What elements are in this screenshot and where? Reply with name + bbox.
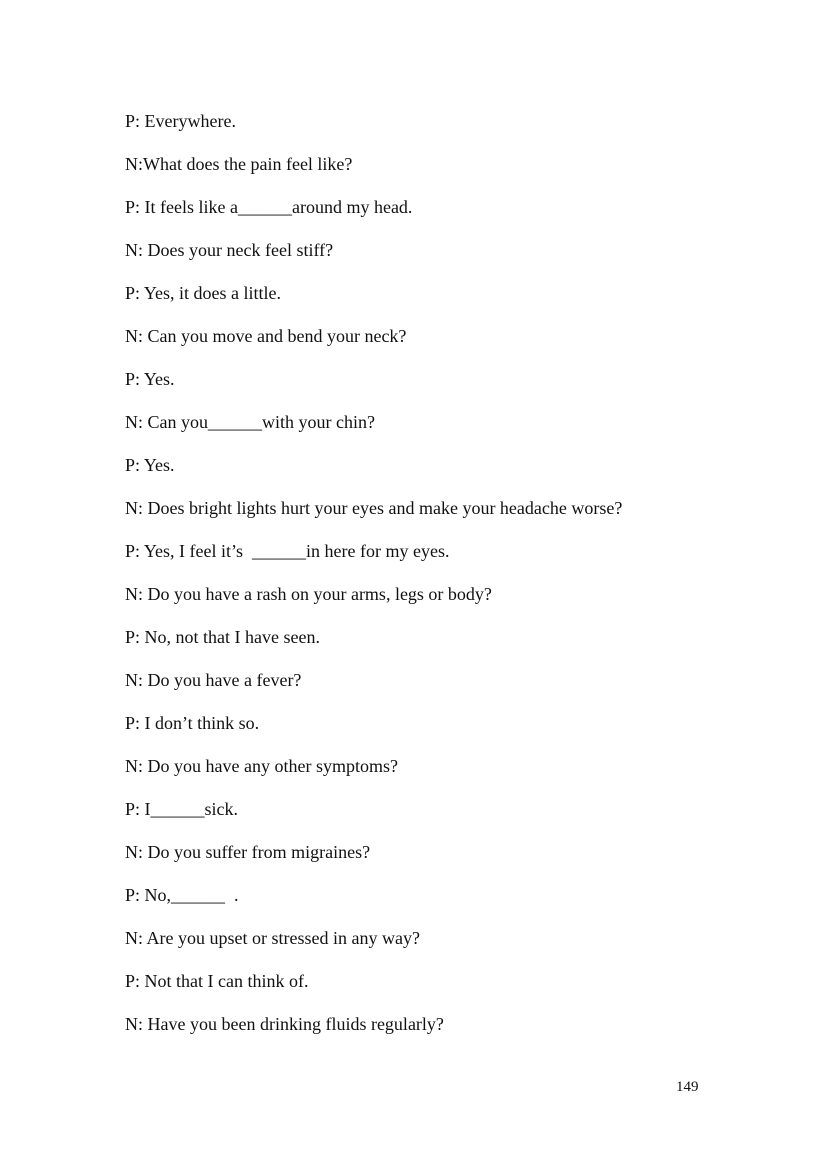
dialogue-line: N: Do you suffer from migraines? xyxy=(125,842,371,862)
dialogue-line: P: Yes, I feel it’s ______in here for my eyes. xyxy=(125,541,450,561)
dialogue-line: N: Can you move and bend your neck? xyxy=(125,326,407,346)
page-number: 149 xyxy=(676,1079,699,1095)
dialogue-line: P: Everywhere. xyxy=(125,111,236,131)
dialogue-line: N: Do you have any other symptoms? xyxy=(125,756,398,776)
dialogue-line: N: Does your neck feel stiff? xyxy=(125,240,334,260)
dialogue-line: N: Does bright lights hurt your eyes and make your headache worse? xyxy=(125,498,623,518)
dialogue-line: P: Yes, it does a little. xyxy=(125,283,282,303)
dialogue-line: P: I______sick. xyxy=(125,799,239,819)
dialogue-line: P: Yes. xyxy=(125,455,175,475)
dialogue-line: N:What does the pain feel like? xyxy=(125,154,353,174)
dialogue-line: N: Are you upset or stressed in any way? xyxy=(125,928,420,948)
dialogue-line: N: Do you have a fever? xyxy=(125,670,302,690)
dialogue-line: N: Do you have a rash on your arms, legs or body? xyxy=(125,584,492,604)
dialogue-line: N: Can you______with your chin? xyxy=(125,412,375,432)
dialogue-text xyxy=(125,110,765,1056)
dialogue-line: P: Not that I can think of. xyxy=(125,971,309,991)
dialogue-line: P: I don’t think so. xyxy=(125,713,260,733)
dialogue-line: P: No,______ . xyxy=(125,885,239,905)
dialogue-line: P: It feels like a______around my head. xyxy=(125,197,413,217)
dialogue-line: N: Have you been drinking fluids regularly? xyxy=(125,1014,444,1034)
dialogue-line: P: Yes. xyxy=(125,369,175,389)
dialogue-line: P: No, not that I have seen. xyxy=(125,627,320,647)
